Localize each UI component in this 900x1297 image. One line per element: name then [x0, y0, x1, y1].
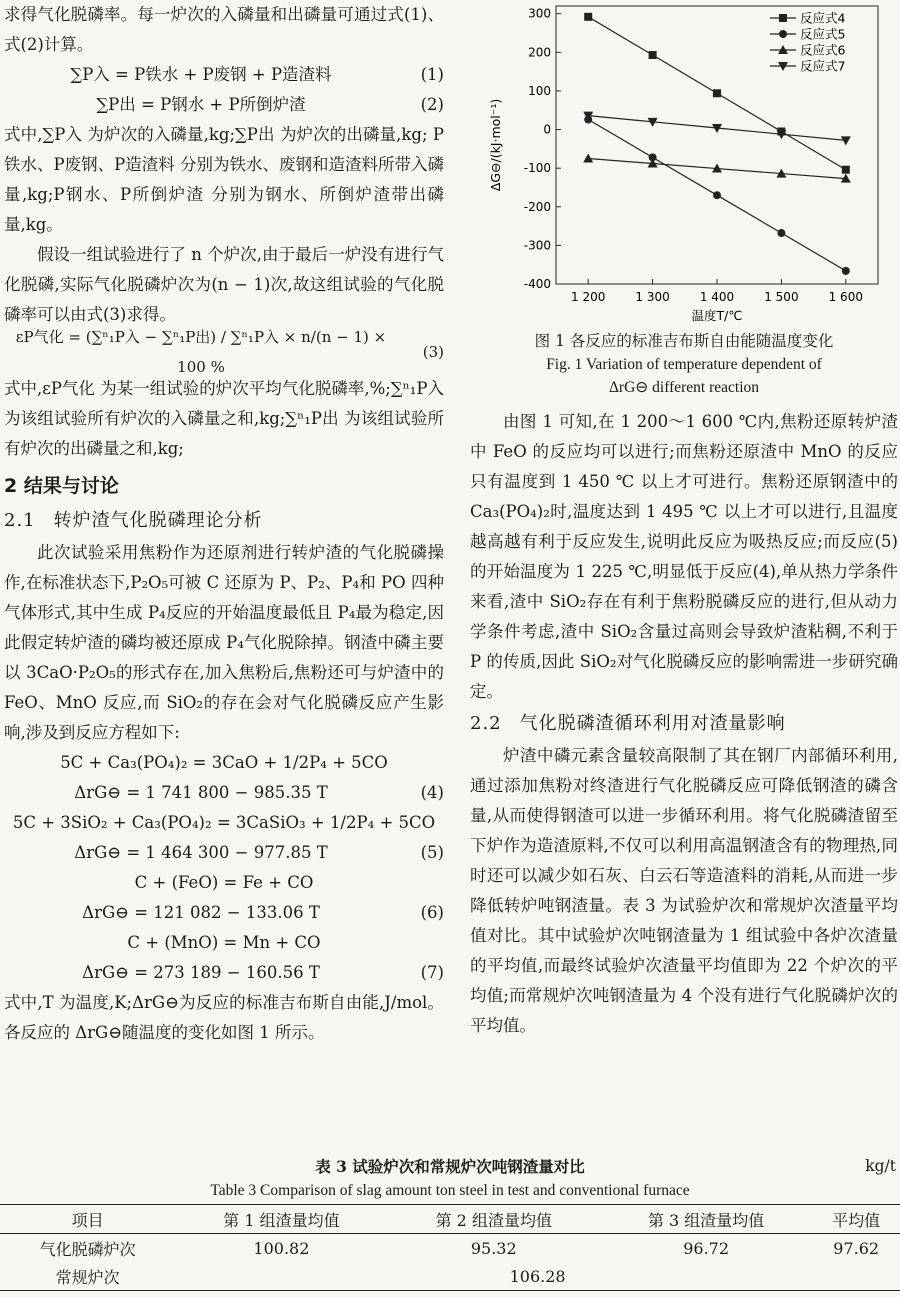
x-tick-label: 1 600	[828, 290, 863, 304]
paragraph: 式中,∑P入 为炉次的入磷量,kg;∑P出 为炉次的出磷量,kg; P铁水、P废钢、P造渣料 分别为铁水、废钢和造渣料所带入磷量,kg;P钢水、P所倒炉渣 分别为钢水、所倒炉渣带出磷量,kg。	[4, 125, 444, 234]
equation-1	[4, 60, 444, 90]
subsection-number: 2.2	[470, 713, 502, 734]
equation-number: (3)	[422, 343, 444, 361]
paragraph: 式中,εP气化 为某一组试验的炉次平均气化脱磷率,%;∑ⁿ₁P入 为该组试验所有炉次的入磷量之和,kg;∑ⁿ₁P出 为该组试验所有炉次的出磷量之和,kg;	[4, 379, 444, 458]
gibbs-formula: ΔrG⊖ = 1 464 300 − 977.85 T	[74, 843, 328, 862]
equation-number: (1)	[420, 65, 444, 84]
subsection-number: 2.1	[4, 510, 36, 531]
y-axis-label: ΔG⊖/(kJ·mol⁻¹)	[488, 98, 503, 192]
table-cell: 100.82	[253, 1238, 310, 1258]
table-cell: 95.32	[470, 1238, 517, 1258]
slag-table	[0, 1204, 900, 1291]
subsection-title: 转炉渣气化脱磷理论分析	[53, 510, 263, 531]
header-cell: 第 2 组渣量均值	[435, 1210, 552, 1230]
table-cell: 97.62	[833, 1238, 880, 1258]
data-point	[841, 136, 851, 145]
figure-caption-en: Fig. 1 Variation of temperature dependent of	[546, 356, 822, 373]
subsection-title: 气化脱磷渣循环利用对渣量影响	[519, 713, 786, 734]
x-axis-label: 温度T/℃	[691, 308, 743, 323]
gibbs-4	[4, 778, 444, 808]
figure-caption-cn: 图 1 各反应的标准吉布斯自由能随温度变化	[534, 332, 834, 350]
figure-caption-en-2: ΔrG⊖ different reaction	[608, 379, 760, 396]
y-tick-label: -400	[523, 277, 551, 291]
reaction-formula: C + (MnO) = Mn + CO	[127, 933, 321, 952]
equation-number: (2)	[420, 95, 444, 114]
reaction-formula: 5C + Ca₃(PO₄)₂ = 3CaO + 1/2P₄ + 5CO	[60, 753, 388, 772]
table-cell: 气化脱磷炉次	[39, 1239, 136, 1259]
legend-label: 反应式7	[800, 58, 846, 74]
left-column	[4, 0, 444, 1048]
header-cell: 第 3 组渣量均值	[647, 1210, 765, 1230]
table-header-row	[0, 1205, 900, 1234]
equation-number: (5)	[420, 843, 444, 862]
data-point	[713, 191, 721, 199]
x-tick-label: 1 400	[699, 290, 735, 304]
equation-number: (4)	[420, 783, 444, 802]
figure-1	[470, 0, 898, 330]
header-cell: 平均值	[832, 1210, 881, 1230]
paragraph: 假设一组试验进行了 n 个炉次,由于最后一炉没有进行气化脱磷,实际气化脱磷炉次为(n − 1)次,故这组试验的气化脱磷率可以由式(3)求得。	[4, 245, 444, 324]
reaction-5	[4, 808, 444, 838]
data-point	[649, 51, 657, 59]
legend-label: 反应式5	[800, 26, 846, 42]
equation-number: (7)	[420, 963, 444, 982]
paragraph: 由图 1 可知,在 1 200～1 600 ℃内,焦粉还原转炉渣中 FeO 的反应均可以进行;而焦粉还原渣中 MnO 的反应只有温度到 1 450 ℃ 以上才可进行。焦粉还原钢渣中的 Ca₃(PO₄)₂时,温度达到 1 495 ℃ 以上才可以进行,且温度越高越有利于反应发生,说明此反应为吸热反应;而反应(5)的开始温度为 1 225 ℃,明显低于反应(4),单从热力学条件来看,渣中 SiO₂存在有利于焦粉脱磷反应的进行,但从动力学条件考虑,渣中 SiO₂含量过高则会导致炉渣粘稠,不利于 P 的传质,因此 SiO₂对气化脱磷反应的影响需进一步研究确定。	[470, 412, 898, 701]
legend-marker	[779, 14, 787, 22]
y-tick-label: 200	[528, 45, 551, 60]
data-point	[842, 267, 850, 275]
data-point	[842, 166, 850, 174]
equation-body: ∑P出 = P钢水 + P所倒炉渣	[96, 95, 306, 114]
table-caption-en: Table 3 Comparison of slag amount ton steel in test and conventional furnace	[210, 1182, 690, 1199]
y-tick-label: 300	[528, 6, 551, 21]
data-point	[583, 154, 593, 163]
equation-3	[4, 330, 444, 374]
gibbs-7	[4, 958, 444, 988]
gibbs-formula: ΔrG⊖ = 121 082 − 133.06 T	[82, 903, 320, 922]
paragraph: 炉渣中磷元素含量较高限制了其在钢厂内部循环利用,通过添加焦粉对终渣进行气化脱磷反应可降低钢渣的磷含量,从而使得钢渣可以进一步循环利用。将气化脱磷渣留至下炉作为造渣原料,不仅可以利用高温钢渣含有的物理热,同时还可以减少如石灰、白云石等造渣料的消耗,从而进一步降低转炉吨钢渣量。表 3 为试验炉次和常规炉次渣量平均值对比。其中试验炉次吨钢渣量为 1 组试验中各炉次渣量的平均值,而最终试验炉次渣量平均值即为 22 个炉次的平均值;而常规炉次吨钢渣量为 4 个没有进行气化脱磷炉次的平均值。	[470, 746, 898, 1035]
table-cell-merged: 106.28	[509, 1266, 566, 1286]
x-tick-label: 1 200	[571, 290, 606, 304]
section-heading: 2 结果与讨论	[4, 475, 119, 497]
paragraph: 此次试验采用焦粉作为还原剂进行转炉渣的气化脱磷操作,在标准状态下,P₂O₅可被 C 还原为 P、P₂、P₄和 PO 四种气体形式,其中生成 P₄反应的开始温度最低且 P₄最为稳定,因此假定转炉渣的磷均被还原成 P₄气化脱除掉。钢渣中磷主要以 3CaO·P₂O₅的形式存在,加入焦粉后,焦粉还可与炉渣中的 FeO、MnO 反应,而 SiO₂的存在会对气化脱磷反应产生影响,涉及到反应方程如下:	[4, 543, 444, 742]
table-caption-cn	[0, 1155, 900, 1179]
reaction-4	[4, 748, 444, 778]
reaction-7	[4, 928, 444, 958]
y-tick-label: -100	[523, 161, 551, 176]
y-tick-label: 100	[528, 83, 551, 98]
header-cell: 第 1 组渣量均值	[223, 1210, 340, 1230]
y-tick-label: -300	[523, 238, 551, 253]
x-tick-label: 1 500	[764, 290, 799, 304]
x-tick-label: 1 300	[635, 290, 670, 304]
gibbs-5	[4, 838, 444, 868]
equation-body: εP气化 = (∑ⁿ₁P入 − ∑ⁿ₁P出) / ∑ⁿ₁P入 × n/(n − 1) × 100 %	[15, 328, 387, 376]
equation-2	[4, 90, 444, 120]
equation-body: ∑P入 = P铁水 + P废钢 + P造渣料	[70, 65, 332, 84]
gibbs-formula: ΔrG⊖ = 1 741 800 − 985.35 T	[74, 783, 328, 802]
reaction-6	[4, 868, 444, 898]
legend-label: 反应式4	[800, 10, 846, 26]
legend-marker	[779, 30, 787, 38]
table-cell: 常规炉次	[55, 1267, 120, 1287]
gibbs-energy-chart	[470, 0, 898, 330]
y-tick-label: 0	[543, 122, 551, 137]
data-point	[713, 89, 721, 97]
right-column	[470, 0, 898, 1041]
paragraph: 式中,T 为温度,K;ΔrG⊖为反应的标准吉布斯自由能,J/mol。各反应的 ΔrG⊖随温度的变化如图 1 所示。	[4, 993, 444, 1042]
header-cell: 项目	[71, 1210, 104, 1230]
subsection-heading	[4, 504, 444, 538]
data-point	[777, 229, 785, 237]
table-3	[0, 1155, 900, 1291]
gibbs-6	[4, 898, 444, 928]
subsection-heading	[470, 707, 898, 741]
equation-number: (6)	[420, 903, 444, 922]
paragraph: 求得气化脱磷率。每一炉次的入磷量和出磷量可通过式(1)、式(2)计算。	[4, 5, 444, 54]
table-row	[0, 1234, 900, 1263]
reaction-formula: C + (FeO) = Fe + CO	[134, 873, 314, 892]
table-row	[0, 1262, 900, 1291]
gibbs-formula: ΔrG⊖ = 273 189 − 160.56 T	[82, 963, 320, 982]
data-point	[584, 13, 592, 21]
table-title: 表 3 试验炉次和常规炉次吨钢渣量对比	[315, 1157, 585, 1176]
table-unit: kg/t	[865, 1157, 896, 1175]
legend-label: 反应式6	[800, 42, 846, 58]
table-cell: 96.72	[683, 1238, 730, 1258]
y-tick-label: -200	[523, 199, 551, 214]
reaction-formula: 5C + 3SiO₂ + Ca₃(PO₄)₂ = 3CaSiO₃ + 1/2P₄ + 5CO	[12, 813, 436, 832]
